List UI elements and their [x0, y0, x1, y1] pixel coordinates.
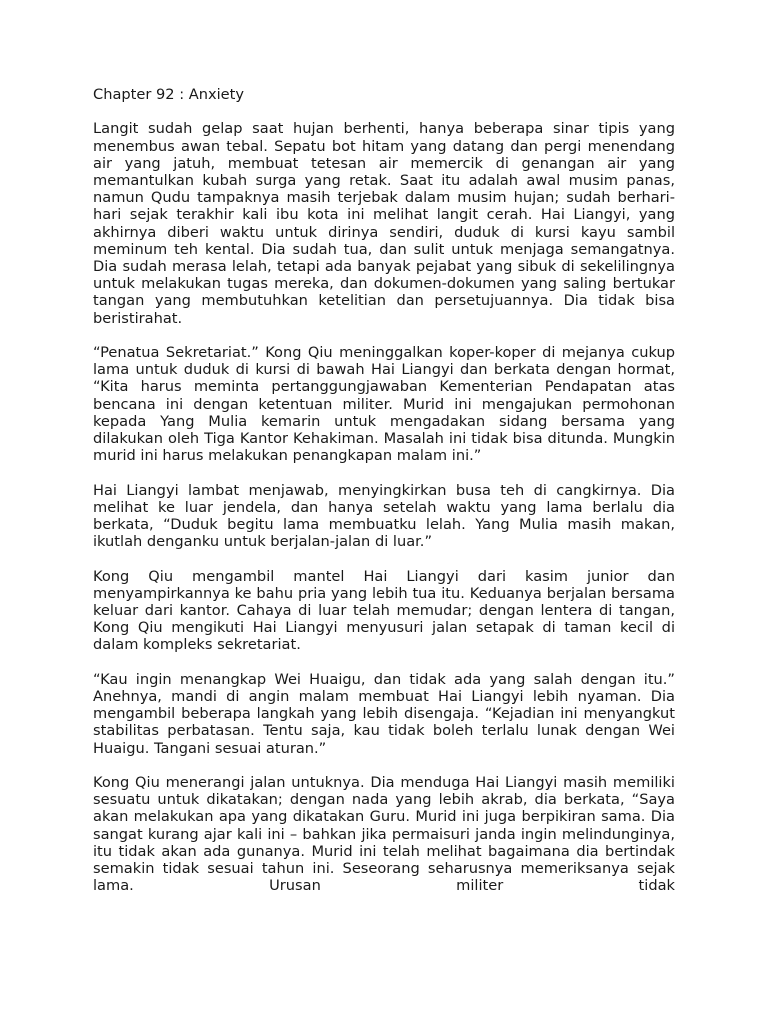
chapter-title: Chapter 92 : Anxiety: [93, 86, 245, 103]
document-page: [93, 86, 675, 894]
paragraph: “Kau ingin menangkap Wei Huaigu, dan tidak ada yang salah dengan itu.” Anehnya, mandi di angin malam membuat Hai Liangyi lebih nyaman. Dia mengambil beberapa langkah yang lebih disengaja. “Kejadian ini menyangkut stabilitas perbatasan. Tentu saja, kau tidak boleh terlalu lunak dengan Wei Huaigu. Tangani sesuai aturan.”: [93, 670, 675, 757]
paragraph: “Penatua Sekretariat.” Kong Qiu meninggalkan koper-koper di mejanya cukup lama untuk duduk di kursi di bawah Hai Liangyi dan berkata dengan hormat, “Kita harus meminta pertanggungjawaban Kementerian Pendapatan atas bencana ini dengan ketentuan militer. Murid ini mengajukan permohonan kepada Yang Mulia kemarin untuk mengadakan sidang bersama yang dilakukan oleh Tiga Kantor Kehakiman. Masalah ini tidak bisa ditunda. Mungkin murid ini harus melakukan penangkapan malam ini.”: [93, 344, 675, 465]
paragraph: Langit sudah gelap saat hujan berhenti, hanya beberapa sinar tipis yang menembus awan tebal. Sepatu bot hitam yang datang dan pergi menendang air yang jatuh, membuat tetesan air memercik di genangan air yang memantulkan kubah surga yang retak. Saat itu adalah awal musim panas, namun Qudu tampaknya masih terjebak dalam musim hujan; sudah berhari-hari sejak terakhir kali ibu kota ini melihat langit cerah. Hai Liangyi, yang akhirnya diberi waktu untuk dirinya sendiri, duduk di kursi kayu sambil meminum teh kental. Dia sudah tua, dan sulit untuk menjaga semangatnya. Dia sudah merasa lelah, tetapi ada banyak pejabat yang sibuk di sekelilingnya untuk melakukan tugas mereka, dan dokumen-dokumen yang saling bertukar tangan yang membutuhkan ketelitian dan persetujuannya. Dia tidak bisa beristirahat.: [93, 120, 675, 327]
paragraph: Kong Qiu menerangi jalan untuknya. Dia menduga Hai Liangyi masih memiliki sesuatu untuk dikatakan; dengan nada yang lebih akrab, dia berkata, “Saya akan melakukan apa yang dikatakan Guru. Murid ini juga berpikiran sama. Dia sangat kurang ajar kali ini – bahkan jika permaisuri janda ingin melindunginya, itu tidak akan ada gunanya. Murid ini telah melihat bagaimana dia bertindak semakin tidak sesuai tahun ini. Seseorang seharusnya memeriksanya sejak lama. Urusan militer tidak: [93, 774, 675, 895]
paragraph: Kong Qiu mengambil mantel Hai Liangyi dari kasim junior dan menyampirkannya ke bahu pria yang lebih tua itu. Keduanya berjalan bersama keluar dari kantor. Cahaya di luar telah memudar; dengan lentera di tangan, Kong Qiu mengikuti Hai Liangyi menyusuri jalan setapak di taman kecil di dalam kompleks sekretariat.: [93, 567, 675, 654]
paragraph: Hai Liangyi lambat menjawab, menyingkirkan busa teh di cangkirnya. Dia melihat ke luar jendela, dan hanya setelah waktu yang lama berlalu dia berkata, “Duduk begitu lama membuatku lelah. Yang Mulia masih makan, ikutlah denganku untuk berjalan-jalan di luar.”: [93, 481, 675, 551]
